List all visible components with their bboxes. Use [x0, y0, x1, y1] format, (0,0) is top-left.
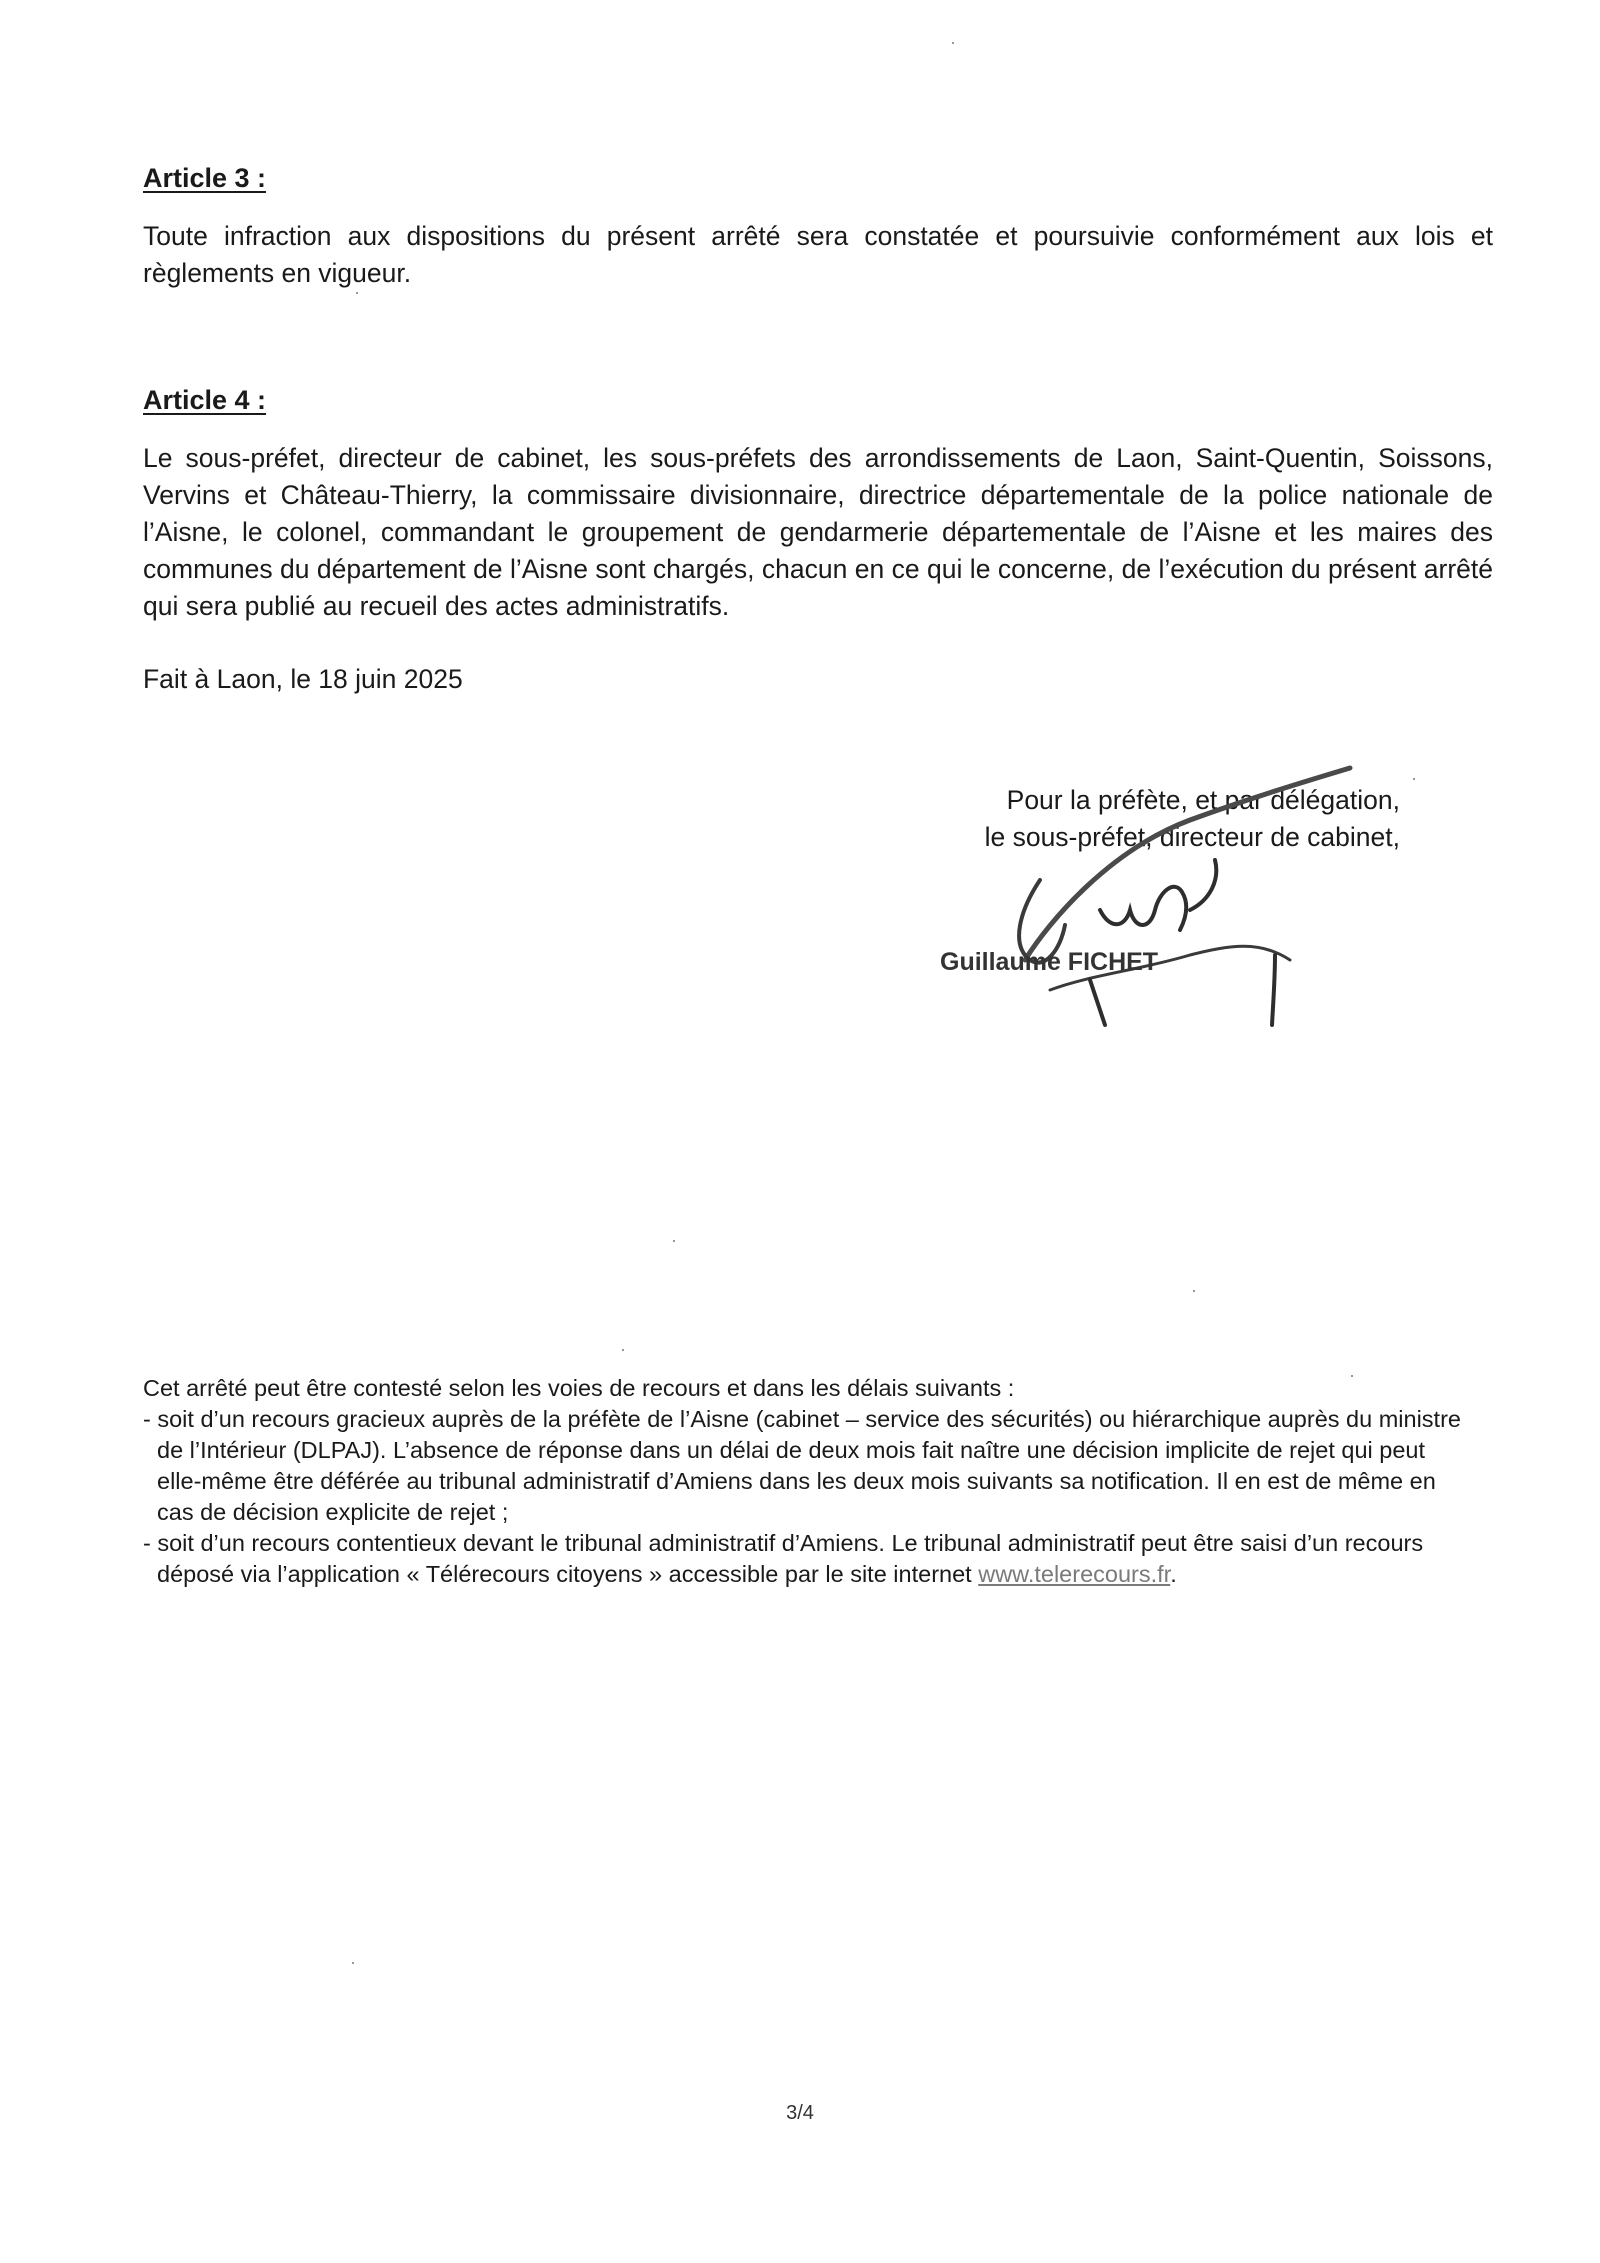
article-3-section	[143, 163, 1493, 194]
scan-speck	[1413, 778, 1415, 780]
article-3-body	[143, 218, 1493, 292]
signatory-name: Guillaume FICHET	[940, 948, 1159, 976]
recourse-intro: Cet arrêté peut être contesté selon les voies de recours et dans les délais suivants :	[143, 1375, 1015, 1401]
scan-speck	[356, 292, 358, 294]
article-4-heading: Article 4 :	[143, 385, 267, 415]
date-section	[143, 664, 1493, 695]
telerecours-link[interactable]: www.telerecours.fr	[978, 1561, 1171, 1587]
recourse-item-contentious-end: .	[1170, 1561, 1177, 1587]
article-4-text: Le sous-préfet, directeur de cabinet, les sous-préfets des arrondissements de Laon, Saint-Quentin, Soissons, Vervins et Château-Thierry, la commissaire divisionnaire, directrice départementale de la police nationale de l’Aisne, le colonel, commandant le groupement de gendarmerie départementale de l’Aisne et les maires des communes du département de l’Aisne sont chargés, chacun en ce qui le concerne, de l’exécution du présent arrêté qui sera publié au recueil des actes administratifs.	[143, 443, 1493, 621]
article-3-text: Toute infraction aux dispositions du présent arrêté sera constatée et poursuivie conformément aux lois et règlements en vigueur.	[143, 221, 1493, 288]
scan-speck	[1351, 1375, 1353, 1377]
article-4-section	[143, 385, 1493, 416]
page-number: 3/4	[786, 2102, 814, 2124]
scan-speck	[352, 1962, 354, 1964]
recourse-item-gracious: - soit d’un recours gracieux auprès de la préfète de l’Aisne (cabinet – service des sécurités) ou hiérarchique auprès du ministre de l’Intérieur (DLPAJ). L’absence de réponse dans un délai de deux mois fait naître une décision implicite de rejet qui peut elle-même être déférée au tribunal administratif d’Amiens dans les deux mois suivants sa notification. Il en est de même en cas de décision explicite de rejet ;	[143, 1406, 1461, 1525]
handwritten-signature	[990, 760, 1390, 1040]
signature-line-1: Pour la préfète, et par délégation,	[1006, 785, 1400, 815]
recourse-item-contentious	[143, 1528, 1473, 1590]
signature-line-2: le sous-préfet, directeur de cabinet,	[984, 822, 1400, 852]
recourse-notice	[143, 1373, 1473, 1590]
scan-speck	[622, 1349, 624, 1351]
scan-speck	[952, 42, 954, 44]
article-3-heading: Article 3 :	[143, 163, 267, 193]
recourse-item-contentious-text: - soit d’un recours contentieux devant le tribunal administratif d’Amiens. Le tribunal administratif peut être saisi d’un recours déposé via l’application « Télérecours citoyens » accessible par le site internet	[143, 1530, 1424, 1587]
scan-speck	[1193, 1290, 1195, 1292]
article-4-body	[143, 440, 1493, 625]
date-line: Fait à Laon, le 18 juin 2025	[143, 664, 463, 694]
scan-speck	[673, 1240, 675, 1242]
